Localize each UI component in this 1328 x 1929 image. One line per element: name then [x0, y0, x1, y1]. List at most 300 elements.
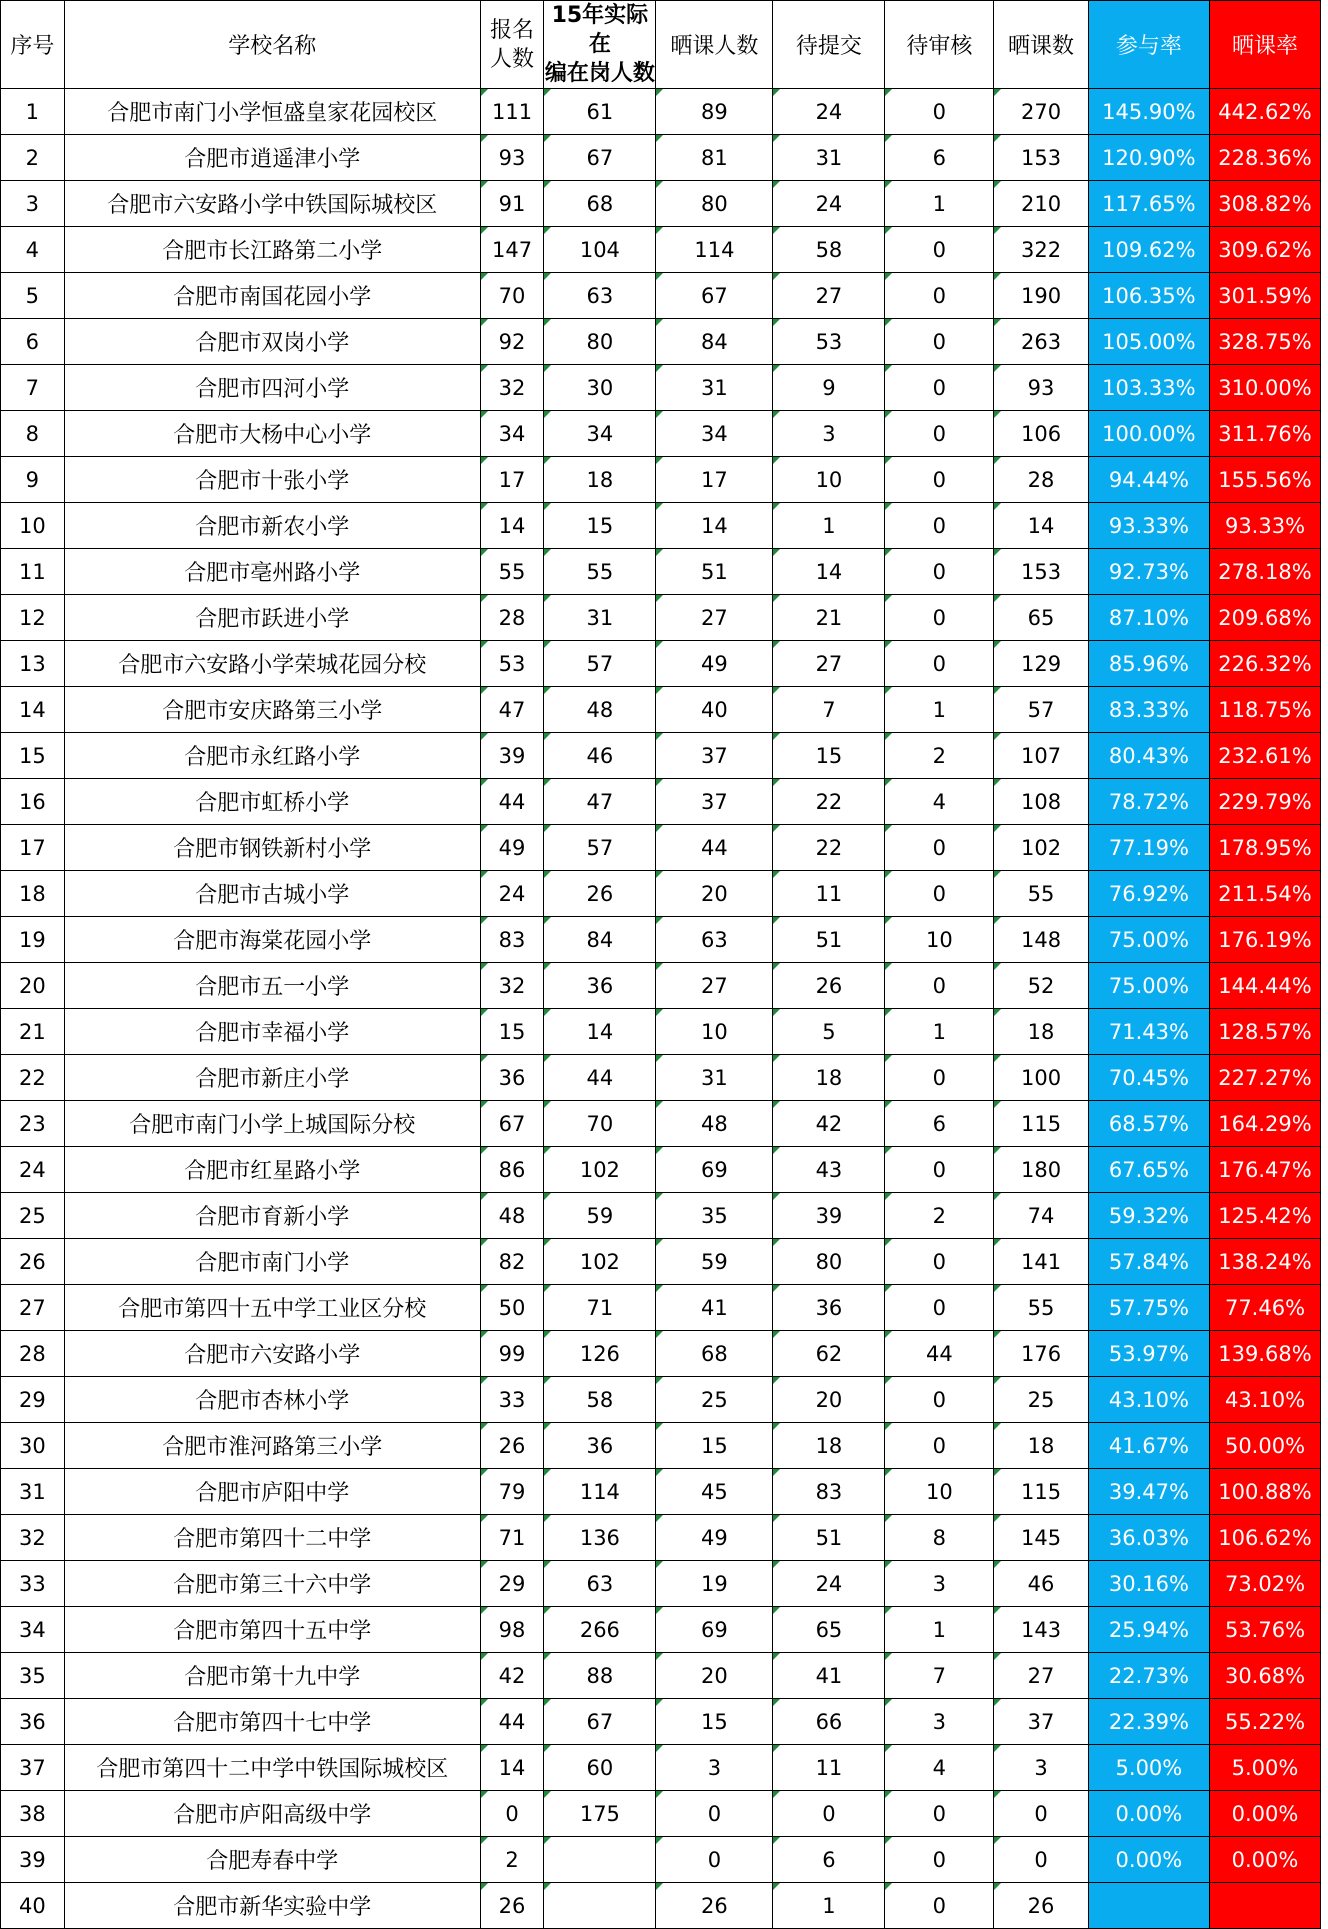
cell-shared-people: 48 — [656, 1101, 773, 1147]
cell-school-name: 合肥市第四十五中学 — [64, 1607, 480, 1653]
cell-pending-review: 10 — [885, 917, 994, 963]
cell-pending-submit: 58 — [773, 227, 885, 273]
cell-shared-people: 114 — [656, 227, 773, 273]
cell-shared-people: 15 — [656, 1423, 773, 1469]
cell-seq: 2 — [1, 135, 65, 181]
cell-staff: 44 — [544, 1055, 656, 1101]
cell-school-name: 合肥市新华实验中学 — [64, 1883, 480, 1929]
cell-seq: 6 — [1, 319, 65, 365]
table-row — [1, 89, 1321, 135]
cell-seq: 3 — [1, 181, 65, 227]
cell-lesson-count: 55 — [994, 1285, 1089, 1331]
cell-school-name: 合肥市古城小学 — [64, 871, 480, 917]
cell-lesson-count: 93 — [994, 365, 1089, 411]
cell-pending-review: 0 — [885, 411, 994, 457]
cell-pending-review: 1 — [885, 1009, 994, 1055]
cell-lesson-rate: 301.59% — [1210, 273, 1321, 319]
table-row — [1, 1147, 1321, 1193]
header-staff-line2: 编在岗人数 — [544, 61, 655, 86]
cell-lesson-rate: 229.79% — [1210, 779, 1321, 825]
cell-lesson-rate: 226.32% — [1210, 641, 1321, 687]
cell-school-name: 合肥市南门小学上城国际分校 — [64, 1101, 480, 1147]
cell-seq: 30 — [1, 1423, 65, 1469]
cell-signup: 2 — [480, 1837, 544, 1883]
cell-signup: 79 — [480, 1469, 544, 1515]
cell-shared-people: 26 — [656, 1883, 773, 1929]
cell-lesson-count: 0 — [994, 1837, 1089, 1883]
table-row — [1, 1837, 1321, 1883]
cell-staff: 57 — [544, 641, 656, 687]
cell-lesson-rate: 211.54% — [1210, 871, 1321, 917]
cell-seq: 25 — [1, 1193, 65, 1239]
cell-lesson-count: 100 — [994, 1055, 1089, 1101]
cell-staff: 57 — [544, 825, 656, 871]
cell-lesson-count: 143 — [994, 1607, 1089, 1653]
cell-participation-rate: 117.65% — [1088, 181, 1209, 227]
cell-participation-rate: 100.00% — [1088, 411, 1209, 457]
cell-staff: 68 — [544, 181, 656, 227]
cell-pending-review: 1 — [885, 1607, 994, 1653]
cell-school-name: 合肥市庐阳高级中学 — [64, 1791, 480, 1837]
cell-pending-submit: 65 — [773, 1607, 885, 1653]
cell-lesson-rate: 328.75% — [1210, 319, 1321, 365]
cell-pending-submit: 62 — [773, 1331, 885, 1377]
table-row — [1, 227, 1321, 273]
cell-shared-people: 63 — [656, 917, 773, 963]
cell-participation-rate: 87.10% — [1088, 595, 1209, 641]
cell-lesson-rate: 5.00% — [1210, 1745, 1321, 1791]
cell-pending-submit: 24 — [773, 181, 885, 227]
cell-signup: 82 — [480, 1239, 544, 1285]
cell-lesson-rate: 0.00% — [1210, 1837, 1321, 1883]
cell-pending-review: 0 — [885, 871, 994, 917]
cell-participation-rate: 80.43% — [1088, 733, 1209, 779]
cell-participation-rate: 75.00% — [1088, 917, 1209, 963]
cell-lesson-count: 28 — [994, 457, 1089, 503]
cell-signup: 49 — [480, 825, 544, 871]
cell-seq: 10 — [1, 503, 65, 549]
cell-staff: 175 — [544, 1791, 656, 1837]
cell-participation-rate: 57.75% — [1088, 1285, 1209, 1331]
cell-shared-people: 45 — [656, 1469, 773, 1515]
cell-lesson-rate: 30.68% — [1210, 1653, 1321, 1699]
cell-participation-rate: 30.16% — [1088, 1561, 1209, 1607]
table-row — [1, 1423, 1321, 1469]
cell-pending-review: 1 — [885, 181, 994, 227]
cell-seq: 5 — [1, 273, 65, 319]
cell-signup: 39 — [480, 733, 544, 779]
table-row — [1, 1561, 1321, 1607]
cell-signup: 67 — [480, 1101, 544, 1147]
cell-seq: 32 — [1, 1515, 65, 1561]
cell-seq: 21 — [1, 1009, 65, 1055]
header-signup-line1: 报名 — [490, 17, 535, 43]
cell-pending-review: 0 — [885, 227, 994, 273]
cell-staff: 18 — [544, 457, 656, 503]
cell-pending-submit: 22 — [773, 825, 885, 871]
cell-pending-review: 0 — [885, 273, 994, 319]
cell-school-name: 合肥市虹桥小学 — [64, 779, 480, 825]
table-row — [1, 1515, 1321, 1561]
cell-participation-rate: 109.62% — [1088, 227, 1209, 273]
cell-seq: 20 — [1, 963, 65, 1009]
cell-pending-submit: 43 — [773, 1147, 885, 1193]
cell-pending-review: 0 — [885, 1837, 994, 1883]
cell-pending-submit: 10 — [773, 457, 885, 503]
cell-staff: 114 — [544, 1469, 656, 1515]
cell-school-name: 合肥市长江路第二小学 — [64, 227, 480, 273]
cell-staff: 102 — [544, 1147, 656, 1193]
cell-lesson-rate: 139.68% — [1210, 1331, 1321, 1377]
cell-school-name: 合肥市淮河路第三小学 — [64, 1423, 480, 1469]
cell-lesson-count: 270 — [994, 89, 1089, 135]
cell-signup: 91 — [480, 181, 544, 227]
cell-shared-people: 31 — [656, 365, 773, 411]
cell-shared-people: 80 — [656, 181, 773, 227]
cell-lesson-count: 106 — [994, 411, 1089, 457]
cell-signup: 71 — [480, 1515, 544, 1561]
cell-participation-rate: 59.32% — [1088, 1193, 1209, 1239]
cell-participation-rate: 75.00% — [1088, 963, 1209, 1009]
cell-pending-submit: 5 — [773, 1009, 885, 1055]
cell-pending-submit: 22 — [773, 779, 885, 825]
header-seq: 序号 — [1, 1, 65, 89]
cell-pending-review: 0 — [885, 1377, 994, 1423]
header-school: 学校名称 — [64, 1, 480, 89]
cell-lesson-count: 263 — [994, 319, 1089, 365]
cell-shared-people: 81 — [656, 135, 773, 181]
cell-school-name: 合肥市五一小学 — [64, 963, 480, 1009]
cell-signup: 98 — [480, 1607, 544, 1653]
cell-pending-review: 0 — [885, 963, 994, 1009]
cell-lesson-count: 115 — [994, 1101, 1089, 1147]
cell-shared-people: 27 — [656, 963, 773, 1009]
cell-school-name: 合肥市四河小学 — [64, 365, 480, 411]
cell-participation-rate: 106.35% — [1088, 273, 1209, 319]
cell-shared-people: 14 — [656, 503, 773, 549]
cell-pending-review: 4 — [885, 779, 994, 825]
cell-lesson-rate: 228.36% — [1210, 135, 1321, 181]
cell-staff: 63 — [544, 273, 656, 319]
cell-participation-rate: 93.33% — [1088, 503, 1209, 549]
cell-lesson-count: 65 — [994, 595, 1089, 641]
cell-seq: 29 — [1, 1377, 65, 1423]
cell-pending-submit: 9 — [773, 365, 885, 411]
cell-pending-submit: 42 — [773, 1101, 885, 1147]
cell-pending-submit: 1 — [773, 503, 885, 549]
cell-pending-submit: 53 — [773, 319, 885, 365]
cell-pending-submit: 18 — [773, 1423, 885, 1469]
cell-lesson-count: 0 — [994, 1791, 1089, 1837]
table-row — [1, 963, 1321, 1009]
cell-pending-submit: 51 — [773, 917, 885, 963]
cell-shared-people: 17 — [656, 457, 773, 503]
cell-shared-people: 69 — [656, 1147, 773, 1193]
table-row — [1, 503, 1321, 549]
cell-staff: 59 — [544, 1193, 656, 1239]
cell-pending-review: 0 — [885, 595, 994, 641]
cell-signup: 44 — [480, 779, 544, 825]
cell-signup: 83 — [480, 917, 544, 963]
cell-participation-rate: 57.84% — [1088, 1239, 1209, 1285]
cell-staff: 70 — [544, 1101, 656, 1147]
cell-lesson-rate: 77.46% — [1210, 1285, 1321, 1331]
cell-participation-rate: 78.72% — [1088, 779, 1209, 825]
cell-lesson-rate: 125.42% — [1210, 1193, 1321, 1239]
cell-shared-people: 34 — [656, 411, 773, 457]
cell-lesson-count: 46 — [994, 1561, 1089, 1607]
cell-pending-submit: 26 — [773, 963, 885, 1009]
cell-lesson-count: 57 — [994, 687, 1089, 733]
cell-staff: 84 — [544, 917, 656, 963]
cell-staff: 104 — [544, 227, 656, 273]
cell-school-name: 合肥市杏林小学 — [64, 1377, 480, 1423]
table-row — [1, 1607, 1321, 1653]
cell-school-name: 合肥市钢铁新村小学 — [64, 825, 480, 871]
table-row — [1, 549, 1321, 595]
cell-participation-rate: 53.97% — [1088, 1331, 1209, 1377]
cell-staff: 46 — [544, 733, 656, 779]
cell-pending-submit: 15 — [773, 733, 885, 779]
cell-school-name: 合肥市跃进小学 — [64, 595, 480, 641]
cell-lesson-count: 190 — [994, 273, 1089, 319]
cell-lesson-rate: 144.44% — [1210, 963, 1321, 1009]
table-row — [1, 1239, 1321, 1285]
cell-lesson-count: 37 — [994, 1699, 1089, 1745]
cell-staff: 60 — [544, 1745, 656, 1791]
cell-lesson-rate: 311.76% — [1210, 411, 1321, 457]
cell-staff — [544, 1837, 656, 1883]
cell-lesson-count: 55 — [994, 871, 1089, 917]
cell-shared-people: 51 — [656, 549, 773, 595]
cell-lesson-rate — [1210, 1883, 1321, 1929]
cell-signup: 55 — [480, 549, 544, 595]
cell-signup: 111 — [480, 89, 544, 135]
cell-lesson-rate: 118.75% — [1210, 687, 1321, 733]
cell-staff: 58 — [544, 1377, 656, 1423]
table-row — [1, 457, 1321, 503]
cell-seq: 8 — [1, 411, 65, 457]
table-row — [1, 135, 1321, 181]
cell-pending-review: 0 — [885, 89, 994, 135]
cell-participation-rate: 85.96% — [1088, 641, 1209, 687]
cell-seq: 26 — [1, 1239, 65, 1285]
cell-shared-people: 10 — [656, 1009, 773, 1055]
cell-participation-rate: 77.19% — [1088, 825, 1209, 871]
cell-shared-people: 84 — [656, 319, 773, 365]
cell-pending-review: 3 — [885, 1699, 994, 1745]
cell-signup: 92 — [480, 319, 544, 365]
cell-lesson-count: 25 — [994, 1377, 1089, 1423]
cell-staff: 102 — [544, 1239, 656, 1285]
cell-staff: 126 — [544, 1331, 656, 1377]
cell-school-name: 合肥市第十九中学 — [64, 1653, 480, 1699]
cell-school-name: 合肥市双岗小学 — [64, 319, 480, 365]
cell-participation-rate: 0.00% — [1088, 1791, 1209, 1837]
table-row — [1, 825, 1321, 871]
cell-staff — [544, 1883, 656, 1929]
cell-lesson-count: 115 — [994, 1469, 1089, 1515]
cell-lesson-count: 18 — [994, 1423, 1089, 1469]
cell-signup: 0 — [480, 1791, 544, 1837]
cell-signup: 70 — [480, 273, 544, 319]
cell-pending-review: 0 — [885, 1883, 994, 1929]
cell-shared-people: 0 — [656, 1837, 773, 1883]
cell-pending-review: 0 — [885, 503, 994, 549]
cell-lesson-count: 129 — [994, 641, 1089, 687]
cell-lesson-count: 108 — [994, 779, 1089, 825]
cell-signup: 14 — [480, 503, 544, 549]
table-row — [1, 1285, 1321, 1331]
cell-participation-rate: 71.43% — [1088, 1009, 1209, 1055]
cell-shared-people: 40 — [656, 687, 773, 733]
cell-school-name: 合肥市海棠花园小学 — [64, 917, 480, 963]
cell-lesson-count: 74 — [994, 1193, 1089, 1239]
cell-signup: 17 — [480, 457, 544, 503]
cell-participation-rate: 0.00% — [1088, 1837, 1209, 1883]
cell-signup: 33 — [480, 1377, 544, 1423]
cell-lesson-count: 26 — [994, 1883, 1089, 1929]
cell-shared-people: 25 — [656, 1377, 773, 1423]
cell-lesson-rate: 176.47% — [1210, 1147, 1321, 1193]
cell-lesson-rate: 178.95% — [1210, 825, 1321, 871]
table-row — [1, 1101, 1321, 1147]
cell-signup: 44 — [480, 1699, 544, 1745]
cell-school-name: 合肥市大杨中心小学 — [64, 411, 480, 457]
cell-lesson-count: 322 — [994, 227, 1089, 273]
cell-school-name: 合肥市逍遥津小学 — [64, 135, 480, 181]
cell-seq: 35 — [1, 1653, 65, 1699]
cell-signup: 29 — [480, 1561, 544, 1607]
cell-shared-people: 37 — [656, 779, 773, 825]
cell-signup: 34 — [480, 411, 544, 457]
cell-pending-review: 0 — [885, 825, 994, 871]
cell-pending-submit: 24 — [773, 89, 885, 135]
cell-pending-review: 7 — [885, 1653, 994, 1699]
table-row — [1, 1331, 1321, 1377]
cell-lesson-count: 3 — [994, 1745, 1089, 1791]
cell-staff: 55 — [544, 549, 656, 595]
cell-lesson-rate: 232.61% — [1210, 733, 1321, 779]
cell-pending-review: 4 — [885, 1745, 994, 1791]
cell-participation-rate: 145.90% — [1088, 89, 1209, 135]
cell-lesson-rate: 106.62% — [1210, 1515, 1321, 1561]
cell-staff: 266 — [544, 1607, 656, 1653]
cell-school-name: 合肥市亳州路小学 — [64, 549, 480, 595]
cell-pending-review: 8 — [885, 1515, 994, 1561]
cell-lesson-count: 102 — [994, 825, 1089, 871]
cell-seq: 31 — [1, 1469, 65, 1515]
header-staff — [544, 1, 656, 89]
cell-signup: 26 — [480, 1423, 544, 1469]
cell-seq: 13 — [1, 641, 65, 687]
cell-seq: 33 — [1, 1561, 65, 1607]
cell-participation-rate — [1088, 1883, 1209, 1929]
cell-school-name: 合肥市幸福小学 — [64, 1009, 480, 1055]
cell-pending-submit: 0 — [773, 1791, 885, 1837]
cell-seq: 24 — [1, 1147, 65, 1193]
cell-pending-submit: 3 — [773, 411, 885, 457]
cell-signup: 24 — [480, 871, 544, 917]
cell-seq: 36 — [1, 1699, 65, 1745]
cell-pending-review: 0 — [885, 1239, 994, 1285]
cell-pending-review: 6 — [885, 135, 994, 181]
cell-seq: 34 — [1, 1607, 65, 1653]
cell-shared-people: 19 — [656, 1561, 773, 1607]
cell-pending-submit: 11 — [773, 871, 885, 917]
cell-staff: 136 — [544, 1515, 656, 1561]
cell-pending-submit: 80 — [773, 1239, 885, 1285]
cell-school-name: 合肥市第四十五中学工业区分校 — [64, 1285, 480, 1331]
cell-school-name: 合肥市新庄小学 — [64, 1055, 480, 1101]
cell-seq: 19 — [1, 917, 65, 963]
header-pending-submit: 待提交 — [773, 1, 885, 89]
cell-seq: 39 — [1, 1837, 65, 1883]
cell-staff: 15 — [544, 503, 656, 549]
cell-lesson-rate: 0.00% — [1210, 1791, 1321, 1837]
cell-lesson-rate: 209.68% — [1210, 595, 1321, 641]
cell-shared-people: 3 — [656, 1745, 773, 1791]
cell-lesson-rate: 53.76% — [1210, 1607, 1321, 1653]
cell-participation-rate: 94.44% — [1088, 457, 1209, 503]
cell-school-name: 合肥市南门小学 — [64, 1239, 480, 1285]
cell-pending-submit: 6 — [773, 1837, 885, 1883]
cell-school-name: 合肥市六安路小学 — [64, 1331, 480, 1377]
cell-staff: 26 — [544, 871, 656, 917]
cell-lesson-rate: 73.02% — [1210, 1561, 1321, 1607]
cell-seq: 27 — [1, 1285, 65, 1331]
cell-staff: 67 — [544, 1699, 656, 1745]
cell-pending-submit: 1 — [773, 1883, 885, 1929]
cell-seq: 38 — [1, 1791, 65, 1837]
cell-lesson-count: 52 — [994, 963, 1089, 1009]
header-shared-people: 晒课人数 — [656, 1, 773, 89]
cell-seq: 18 — [1, 871, 65, 917]
cell-signup: 36 — [480, 1055, 544, 1101]
header-lesson-rate: 晒课率 — [1210, 1, 1321, 89]
cell-lesson-count: 107 — [994, 733, 1089, 779]
cell-lesson-rate: 128.57% — [1210, 1009, 1321, 1055]
cell-signup: 50 — [480, 1285, 544, 1331]
cell-lesson-count: 18 — [994, 1009, 1089, 1055]
cell-pending-submit: 27 — [773, 641, 885, 687]
cell-lesson-rate: 308.82% — [1210, 181, 1321, 227]
table-row — [1, 181, 1321, 227]
cell-signup: 32 — [480, 365, 544, 411]
cell-lesson-rate: 164.29% — [1210, 1101, 1321, 1147]
cell-staff: 80 — [544, 319, 656, 365]
cell-signup: 93 — [480, 135, 544, 181]
table-row — [1, 641, 1321, 687]
cell-pending-submit: 18 — [773, 1055, 885, 1101]
table-row — [1, 1699, 1321, 1745]
cell-lesson-count: 141 — [994, 1239, 1089, 1285]
cell-school-name: 合肥市十张小学 — [64, 457, 480, 503]
cell-shared-people: 59 — [656, 1239, 773, 1285]
table-row — [1, 917, 1321, 963]
table-row — [1, 595, 1321, 641]
cell-pending-review: 0 — [885, 641, 994, 687]
cell-pending-review: 0 — [885, 457, 994, 503]
cell-signup: 48 — [480, 1193, 544, 1239]
cell-lesson-rate: 310.00% — [1210, 365, 1321, 411]
cell-staff: 14 — [544, 1009, 656, 1055]
cell-lesson-rate: 43.10% — [1210, 1377, 1321, 1423]
header-staff-line1: 15年实际在 — [551, 3, 649, 57]
cell-shared-people: 35 — [656, 1193, 773, 1239]
cell-lesson-rate: 50.00% — [1210, 1423, 1321, 1469]
cell-seq: 9 — [1, 457, 65, 503]
